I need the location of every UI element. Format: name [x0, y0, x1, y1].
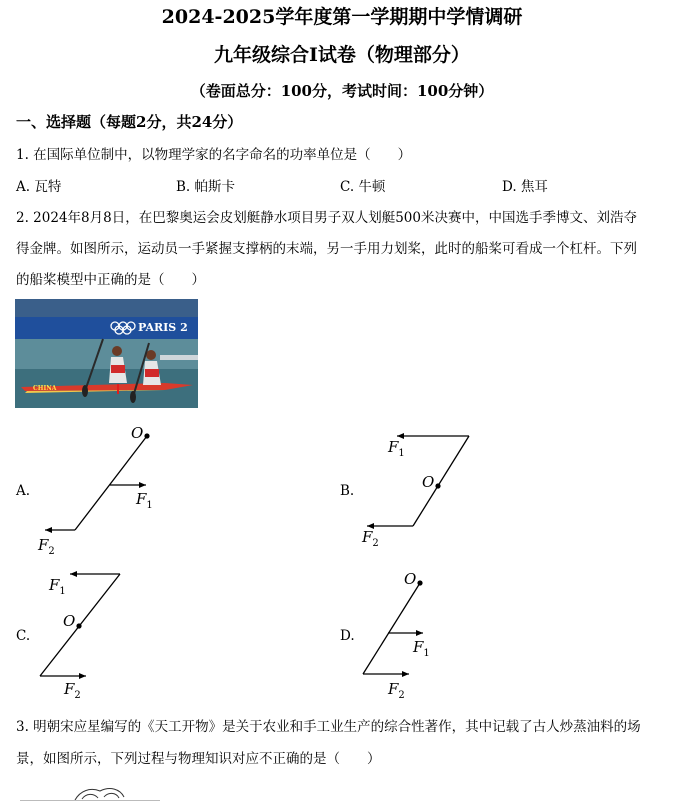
q1-option-d: D. 焦耳: [502, 179, 548, 195]
canoe-photo: [15, 299, 198, 408]
lever-diagram-d: [355, 563, 495, 703]
arrow-icon: [139, 482, 146, 488]
arrow-icon: [402, 671, 409, 677]
force-label-f2: $F_2$: [38, 536, 55, 557]
lever-diagram-c: [30, 563, 170, 703]
force-label-f1: $F_1$: [388, 438, 405, 459]
force-label-f1: $F_1$: [136, 490, 153, 511]
force-label-f2: $F_2$: [362, 528, 379, 549]
pivot-point: [76, 623, 81, 628]
question-3-line-2: 景，如图所示，下列过程与物理知识对应不正确的是（ ）: [16, 751, 381, 767]
pivot-point: [417, 580, 422, 585]
q2-option-b: B.: [340, 483, 355, 499]
force-label-f1: $F_1$: [413, 638, 430, 659]
question-2-line-2: 得金牌。如图所示，运动员一手紧握支撑柄的末端，另一手用力划桨，此时的船桨可看成一个杠杆。下列: [16, 241, 637, 257]
q1-option-b: B. 帕斯卡: [176, 179, 236, 195]
arrow-icon: [45, 527, 52, 533]
question-3-line-1: 3. 明朝宋应星编写的《天工开物》是关于农业和手工业生产的综合性著作，其中记载了古人炒蒸油料的场: [16, 719, 641, 735]
q3-illustration-partial: [20, 783, 160, 801]
q1-option-c: C. 牛顿: [340, 179, 386, 195]
force-label-f2: $F_2$: [388, 680, 405, 701]
pivot-label: O: [422, 473, 435, 491]
section-heading: 一、选择题（每题2分，共24分）: [16, 113, 243, 131]
question-1-text: 1. 在国际单位制中，以物理学家的名字命名的功率单位是（ ）: [16, 147, 412, 163]
pivot-point: [435, 483, 440, 488]
exam-subtitle: 九年级综合Ⅰ试卷（物理部分）: [214, 44, 470, 66]
lever-diagram-b: [355, 420, 495, 560]
force-label-f1: $F_1$: [49, 576, 66, 597]
pivot-point: [144, 433, 149, 438]
arrow-icon: [416, 630, 423, 636]
pivot-label: O: [63, 612, 76, 630]
pivot-label: O: [131, 424, 144, 442]
photo-boat-text: CHINA: [33, 385, 57, 392]
q2-option-d: D.: [340, 628, 355, 644]
arrow-icon: [79, 673, 86, 679]
question-2-line-3: 的船桨模型中正确的是（ ）: [16, 272, 205, 288]
lever-diagram-a: [30, 420, 170, 560]
force-label-f2: $F_2$: [64, 680, 81, 701]
exam-title: 2024-2025学年度第一学期期中学情调研: [161, 6, 523, 28]
arrow-icon: [70, 571, 77, 577]
q2-option-c: C.: [16, 628, 31, 644]
q1-option-a: A. 瓦特: [16, 179, 62, 195]
pivot-label: O: [404, 570, 417, 588]
question-2-line-1: 2. 2024年8月8日，在巴黎奥运会皮划艇静水项目男子双人划艇500米决赛中，中国选手季博文、刘浩夺: [16, 210, 637, 226]
photo-banner-text: PARIS 2: [138, 321, 188, 334]
exam-info: （卷面总分：100分，考试时间：100分钟）: [190, 82, 494, 100]
q2-option-a: A.: [16, 483, 31, 499]
